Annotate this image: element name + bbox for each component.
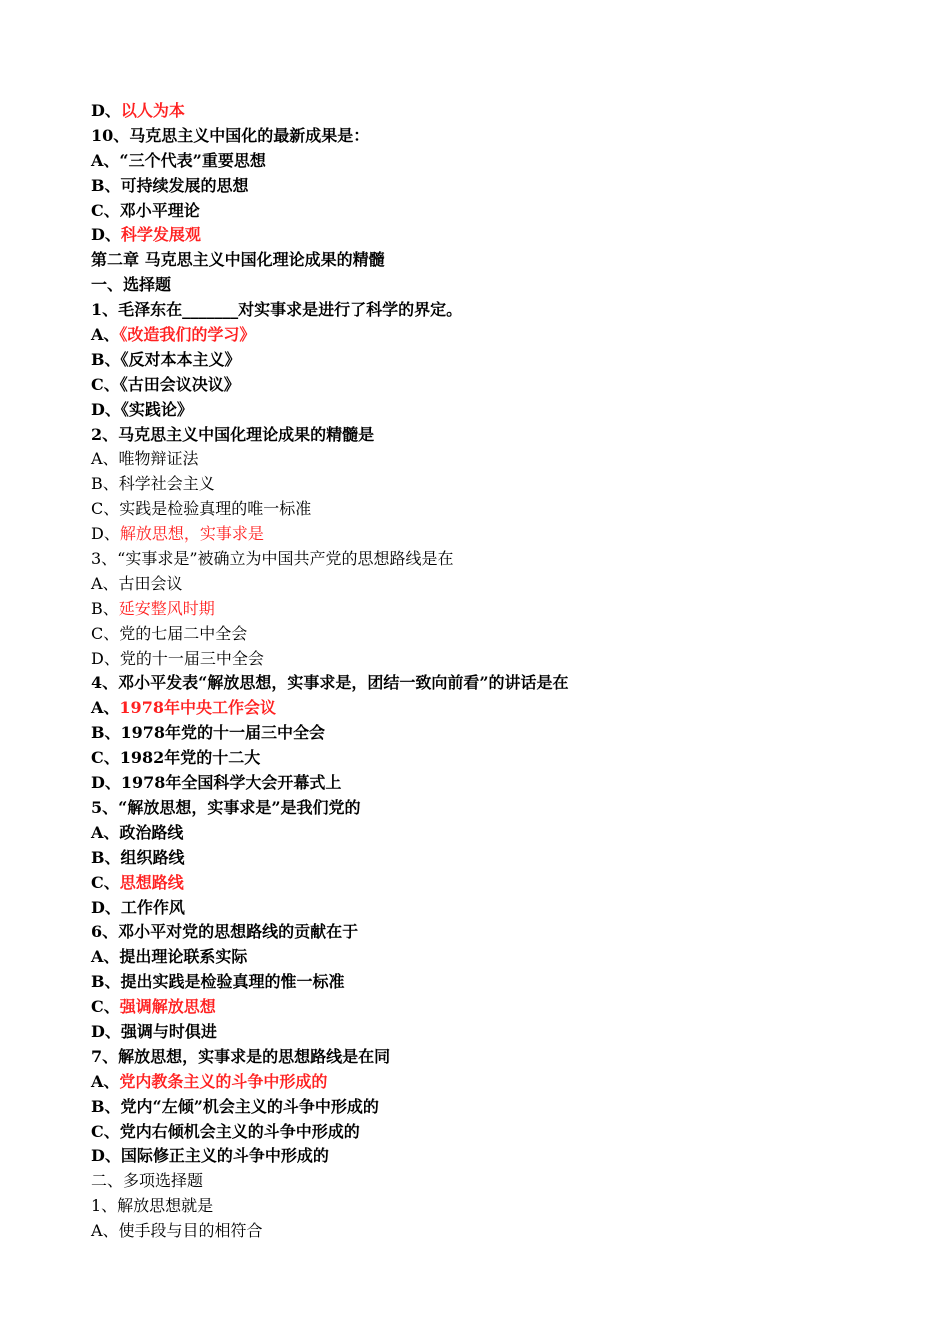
option-prefix: B、 [91, 598, 119, 618]
line-text: B、提出实践是检验真理的惟一标准 [91, 972, 345, 992]
answer-line [91, 597, 891, 622]
text-line [91, 1194, 891, 1219]
line-text: B、1978年党的十一届三中全会 [91, 723, 326, 743]
correct-answer-text: 《改造我们的学习》 [119, 325, 256, 345]
text-line [91, 1219, 891, 1244]
option-prefix: D、 [91, 225, 121, 245]
text-line [91, 497, 891, 522]
text-line [91, 174, 891, 199]
line-text: D、党的十一届三中全会 [91, 648, 264, 668]
text-line [91, 398, 891, 423]
text-line [91, 547, 891, 572]
answer-line [91, 323, 891, 348]
answer-line [91, 696, 891, 721]
line-text: D、1978年全国科学大会开幕式上 [91, 773, 342, 793]
line-text: 1、解放思想就是 [91, 1196, 214, 1216]
line-text: C、党内右倾机会主义的斗争中形成的 [91, 1121, 360, 1141]
line-text: 3、“实事求是”被确立为中国共产党的思想路线是在 [91, 549, 454, 569]
line-text: B、可持续发展的思想 [91, 175, 249, 195]
line-text: D、强调与时俱进 [91, 1021, 217, 1041]
correct-answer-text: 以人为本 [120, 101, 185, 120]
line-text: A、“三个代表”重要思想 [91, 150, 266, 170]
text-line [91, 199, 891, 224]
text-line [91, 771, 891, 796]
line-text: A、提出理论联系实际 [91, 947, 248, 967]
text-line [91, 671, 891, 696]
text-line [91, 920, 891, 945]
line-text: A、唯物辩证法 [91, 449, 199, 469]
line-text: 一、选择题 [91, 275, 172, 295]
text-line [91, 273, 891, 298]
correct-answer-text: 延安整风时期 [118, 598, 215, 618]
correct-answer-text: 1978年中央工作会议 [119, 698, 276, 718]
line-text: 第二章 马克思主义中国化理论成果的精髓 [91, 250, 385, 270]
option-prefix: C、 [91, 997, 120, 1017]
text-line [91, 1045, 891, 1070]
line-text: 2、马克思主义中国化理论成果的精髓是 [91, 424, 375, 444]
line-text: A、政治路线 [91, 822, 184, 842]
text-line [91, 896, 891, 921]
line-text: C、1982年党的十二大 [91, 748, 261, 768]
text-line [91, 746, 891, 771]
line-text: B、党内“左倾”机会主义的斗争中形成的 [91, 1096, 379, 1116]
line-text: 7、解放思想，实事求是的思想路线是在同 [91, 1046, 391, 1066]
line-text: C、邓小平理论 [91, 200, 200, 220]
option-prefix: A、 [91, 325, 120, 345]
text-line [91, 348, 891, 373]
text-line [91, 821, 891, 846]
text-line [91, 1169, 891, 1194]
line-text: B、组织路线 [91, 847, 185, 867]
line-text: B、《反对本本主义》 [91, 349, 241, 369]
text-line [91, 248, 891, 273]
option-prefix: C、 [91, 872, 120, 892]
answer-line [91, 223, 891, 248]
line-text: D、国际修正主义的斗争中形成的 [91, 1146, 329, 1166]
text-line [91, 1095, 891, 1120]
line-text: C、党的七届二中全会 [91, 623, 248, 643]
text-line [91, 124, 891, 149]
line-text: 二、多项选择题 [91, 1171, 204, 1191]
document-page [91, 99, 891, 1244]
line-text: 5、“解放思想，实事求是”是我们党的 [91, 797, 361, 817]
text-line [91, 423, 891, 448]
line-text: 1、毛泽东在_______对实事求是进行了科学的界定。 [91, 300, 463, 320]
text-line [91, 1020, 891, 1045]
line-text: 10、马克思主义中国化的最新成果是： [91, 125, 370, 145]
text-line [91, 373, 891, 398]
text-line [91, 472, 891, 497]
text-line [91, 1120, 891, 1145]
line-text: D、工作作风 [91, 897, 185, 917]
answer-line [91, 871, 891, 896]
text-line [91, 846, 891, 871]
correct-answer-text: 思想路线 [119, 872, 184, 892]
text-line [91, 447, 891, 472]
text-line [91, 721, 891, 746]
line-text: A、使手段与目的相符合 [91, 1221, 263, 1241]
line-text: 4、邓小平发表“解放思想，实事求是，团结一致向前看”的讲话是在 [91, 673, 569, 693]
correct-answer-text: 解放思想，实事求是 [119, 524, 264, 544]
correct-answer-text: 科学发展观 [120, 225, 201, 245]
line-text: C、实践是检验真理的唯一标准 [91, 499, 312, 519]
answer-line [91, 995, 891, 1020]
text-line [91, 796, 891, 821]
option-prefix: A、 [91, 698, 120, 718]
line-text: C、《古田会议决议》 [91, 374, 240, 394]
correct-answer-text: 党内教条主义的斗争中形成的 [119, 1071, 328, 1091]
text-line [91, 1144, 891, 1169]
line-text: B、科学社会主义 [91, 474, 215, 494]
option-prefix: D、 [91, 524, 120, 544]
correct-answer-text: 强调解放思想 [119, 997, 216, 1017]
text-line [91, 647, 891, 672]
text-line [91, 298, 891, 323]
text-line [91, 149, 891, 174]
text-line [91, 970, 891, 995]
text-line [91, 572, 891, 597]
text-line [91, 945, 891, 970]
answer-line [91, 1070, 891, 1095]
text-line [91, 622, 891, 647]
line-text: A、古田会议 [91, 573, 183, 593]
answer-line [91, 99, 891, 124]
line-text: D、《实践论》 [91, 399, 193, 419]
option-prefix: A、 [91, 1071, 120, 1091]
option-prefix: D、 [91, 101, 121, 120]
answer-line [91, 522, 891, 547]
line-text: 6、邓小平对党的思想路线的贡献在于 [91, 922, 359, 942]
